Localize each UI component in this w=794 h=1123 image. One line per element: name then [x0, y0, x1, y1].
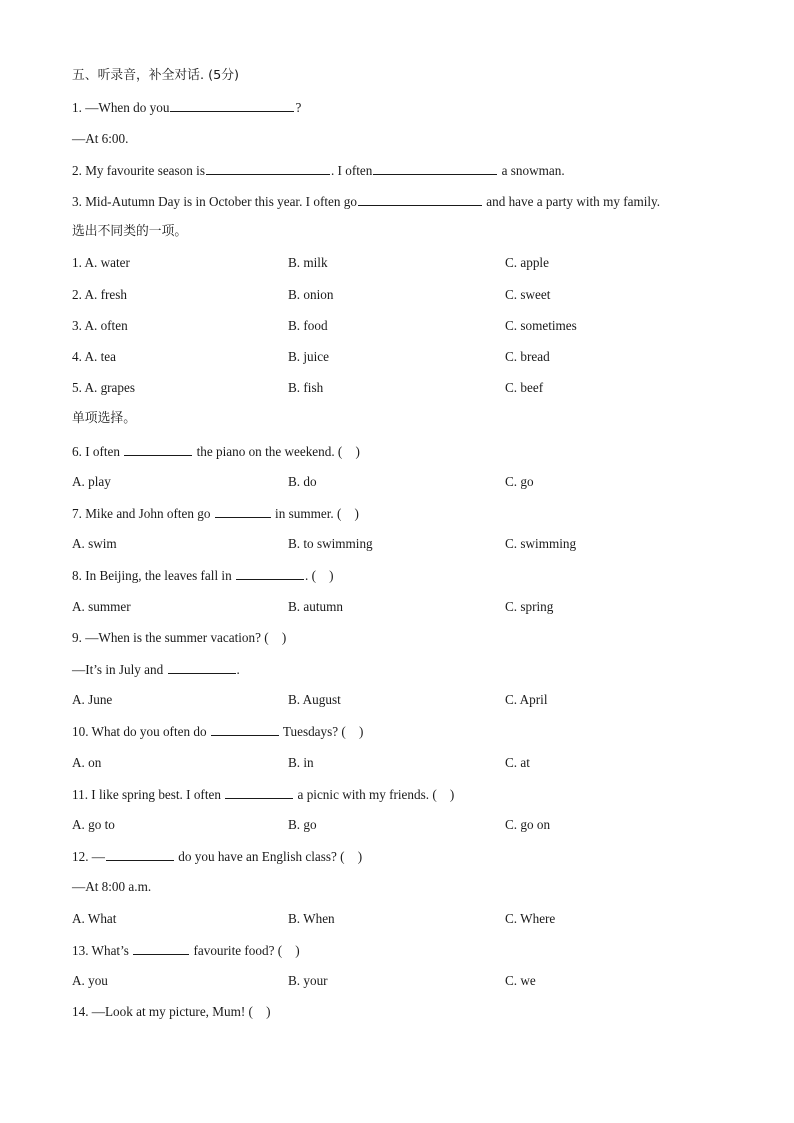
option-c[interactable]: C. sweet	[505, 287, 551, 302]
question-text: 10. What do you often do	[72, 724, 207, 739]
option-c[interactable]: C. we	[505, 973, 536, 988]
option-a[interactable]: A. you	[72, 973, 108, 988]
question-text: the piano on the weekend. ( )	[196, 444, 360, 459]
question-text: . ( )	[304, 568, 334, 583]
question-1-answer: —At 6:00.	[72, 131, 129, 146]
option-a[interactable]: A. June	[72, 692, 113, 707]
section-heading-single-choice: 单项选择。	[72, 411, 136, 426]
options-row	[72, 909, 722, 929]
answer-blank[interactable]	[106, 846, 174, 861]
option-a[interactable]: A. summer	[72, 599, 131, 614]
question-text: and have a party with my family.	[486, 194, 661, 209]
option-a[interactable]: A. What	[72, 911, 117, 926]
question-9: 9. —When is the summer vacation? ( )	[72, 630, 287, 645]
question-12	[72, 846, 362, 866]
answer-blank[interactable]	[168, 659, 236, 674]
question-text: . I often	[330, 163, 373, 178]
options-row	[72, 815, 722, 835]
option-c[interactable]: C. apple	[505, 255, 549, 270]
options-row	[72, 253, 722, 273]
question-10	[72, 721, 363, 741]
option-b[interactable]: B. fish	[288, 380, 324, 395]
options-row	[72, 597, 722, 617]
question-11	[72, 784, 454, 804]
options-row	[72, 378, 722, 398]
answer-blank[interactable]	[124, 441, 192, 456]
option-a[interactable]: 1. A. water	[72, 255, 130, 270]
question-13	[72, 940, 300, 960]
question-text: in summer. ( )	[275, 506, 359, 521]
answer-blank[interactable]	[211, 721, 279, 736]
option-b[interactable]: B. do	[288, 474, 317, 489]
question-text: 7. Mike and John often go	[72, 506, 211, 521]
section-heading-listening: 五、听录音，补全对话. (5分)	[72, 68, 240, 83]
options-row	[72, 316, 722, 336]
question-1	[72, 97, 301, 117]
question-9-reply	[72, 659, 240, 679]
answer-blank[interactable]	[373, 160, 497, 175]
answer-blank[interactable]	[170, 97, 294, 112]
option-b[interactable]: B. to swimming	[288, 536, 373, 551]
option-a[interactable]: 2. A. fresh	[72, 287, 127, 302]
question-text: 2. My favourite season is	[72, 163, 205, 178]
option-c[interactable]: C. April	[505, 692, 548, 707]
question-text: 6. I often	[72, 444, 120, 459]
section-heading-odd-one-out: 选出不同类的一项。	[72, 224, 188, 239]
options-row	[72, 347, 722, 367]
question-text: —It’s in July and	[72, 662, 164, 677]
question-12-reply: —At 8:00 a.m.	[72, 879, 152, 894]
option-b[interactable]: B. autumn	[288, 599, 343, 614]
option-b[interactable]: B. milk	[288, 255, 328, 270]
question-text: 8. In Beijing, the leaves fall in	[72, 568, 232, 583]
question-text: .	[236, 662, 240, 677]
option-b[interactable]: B. your	[288, 973, 328, 988]
answer-blank[interactable]	[358, 191, 482, 206]
answer-blank[interactable]	[215, 503, 271, 518]
option-c[interactable]: C. spring	[505, 599, 554, 614]
options-row	[72, 534, 722, 554]
question-text: 1. —When do you	[72, 100, 170, 115]
question-text: 13. What’s	[72, 943, 129, 958]
question-text: a snowman.	[501, 163, 565, 178]
options-row	[72, 472, 722, 492]
option-a[interactable]: A. swim	[72, 536, 117, 551]
option-b[interactable]: B. go	[288, 817, 317, 832]
option-b[interactable]: B. in	[288, 755, 314, 770]
question-text: a picnic with my friends. ( )	[297, 787, 455, 802]
answer-blank[interactable]	[225, 784, 293, 799]
question-6	[72, 441, 360, 461]
option-c[interactable]: C. go on	[505, 817, 551, 832]
option-b[interactable]: B. When	[288, 911, 335, 926]
answer-blank[interactable]	[133, 940, 189, 955]
question-2	[72, 160, 565, 180]
question-text: favourite food? ( )	[193, 943, 300, 958]
option-b[interactable]: B. August	[288, 692, 341, 707]
answer-blank[interactable]	[236, 565, 304, 580]
option-a[interactable]: 5. A. grapes	[72, 380, 135, 395]
option-b[interactable]: B. juice	[288, 349, 330, 364]
options-row	[72, 285, 722, 305]
options-row	[72, 690, 722, 710]
question-text: 3. Mid-Autumn Day is in October this year. I often go	[72, 194, 357, 209]
option-c[interactable]: C. sometimes	[505, 318, 577, 333]
options-row	[72, 753, 722, 773]
question-text: 12. —	[72, 849, 105, 864]
answer-blank[interactable]	[206, 160, 330, 175]
question-7	[72, 503, 359, 523]
question-text: Tuesdays? ( )	[282, 724, 364, 739]
question-3	[72, 191, 660, 211]
option-a[interactable]: A. go to	[72, 817, 115, 832]
option-b[interactable]: B. onion	[288, 287, 334, 302]
option-b[interactable]: B. food	[288, 318, 328, 333]
option-c[interactable]: C. go	[505, 474, 534, 489]
question-text: do you have an English class? ( )	[178, 849, 363, 864]
options-row	[72, 971, 722, 991]
option-a[interactable]: A. on	[72, 755, 102, 770]
option-c[interactable]: C. bread	[505, 349, 550, 364]
option-a[interactable]: A. play	[72, 474, 111, 489]
option-a[interactable]: 3. A. often	[72, 318, 128, 333]
question-14: 14. —Look at my picture, Mum! ( )	[72, 1004, 271, 1019]
question-8	[72, 565, 334, 585]
option-c[interactable]: C. Where	[505, 911, 556, 926]
option-c[interactable]: C. at	[505, 755, 530, 770]
question-text: 11. I like spring best. I often	[72, 787, 221, 802]
question-text: ?	[295, 100, 302, 115]
option-a[interactable]: 4. A. tea	[72, 349, 116, 364]
option-c[interactable]: C. beef	[505, 380, 544, 395]
option-c[interactable]: C. swimming	[505, 536, 577, 551]
